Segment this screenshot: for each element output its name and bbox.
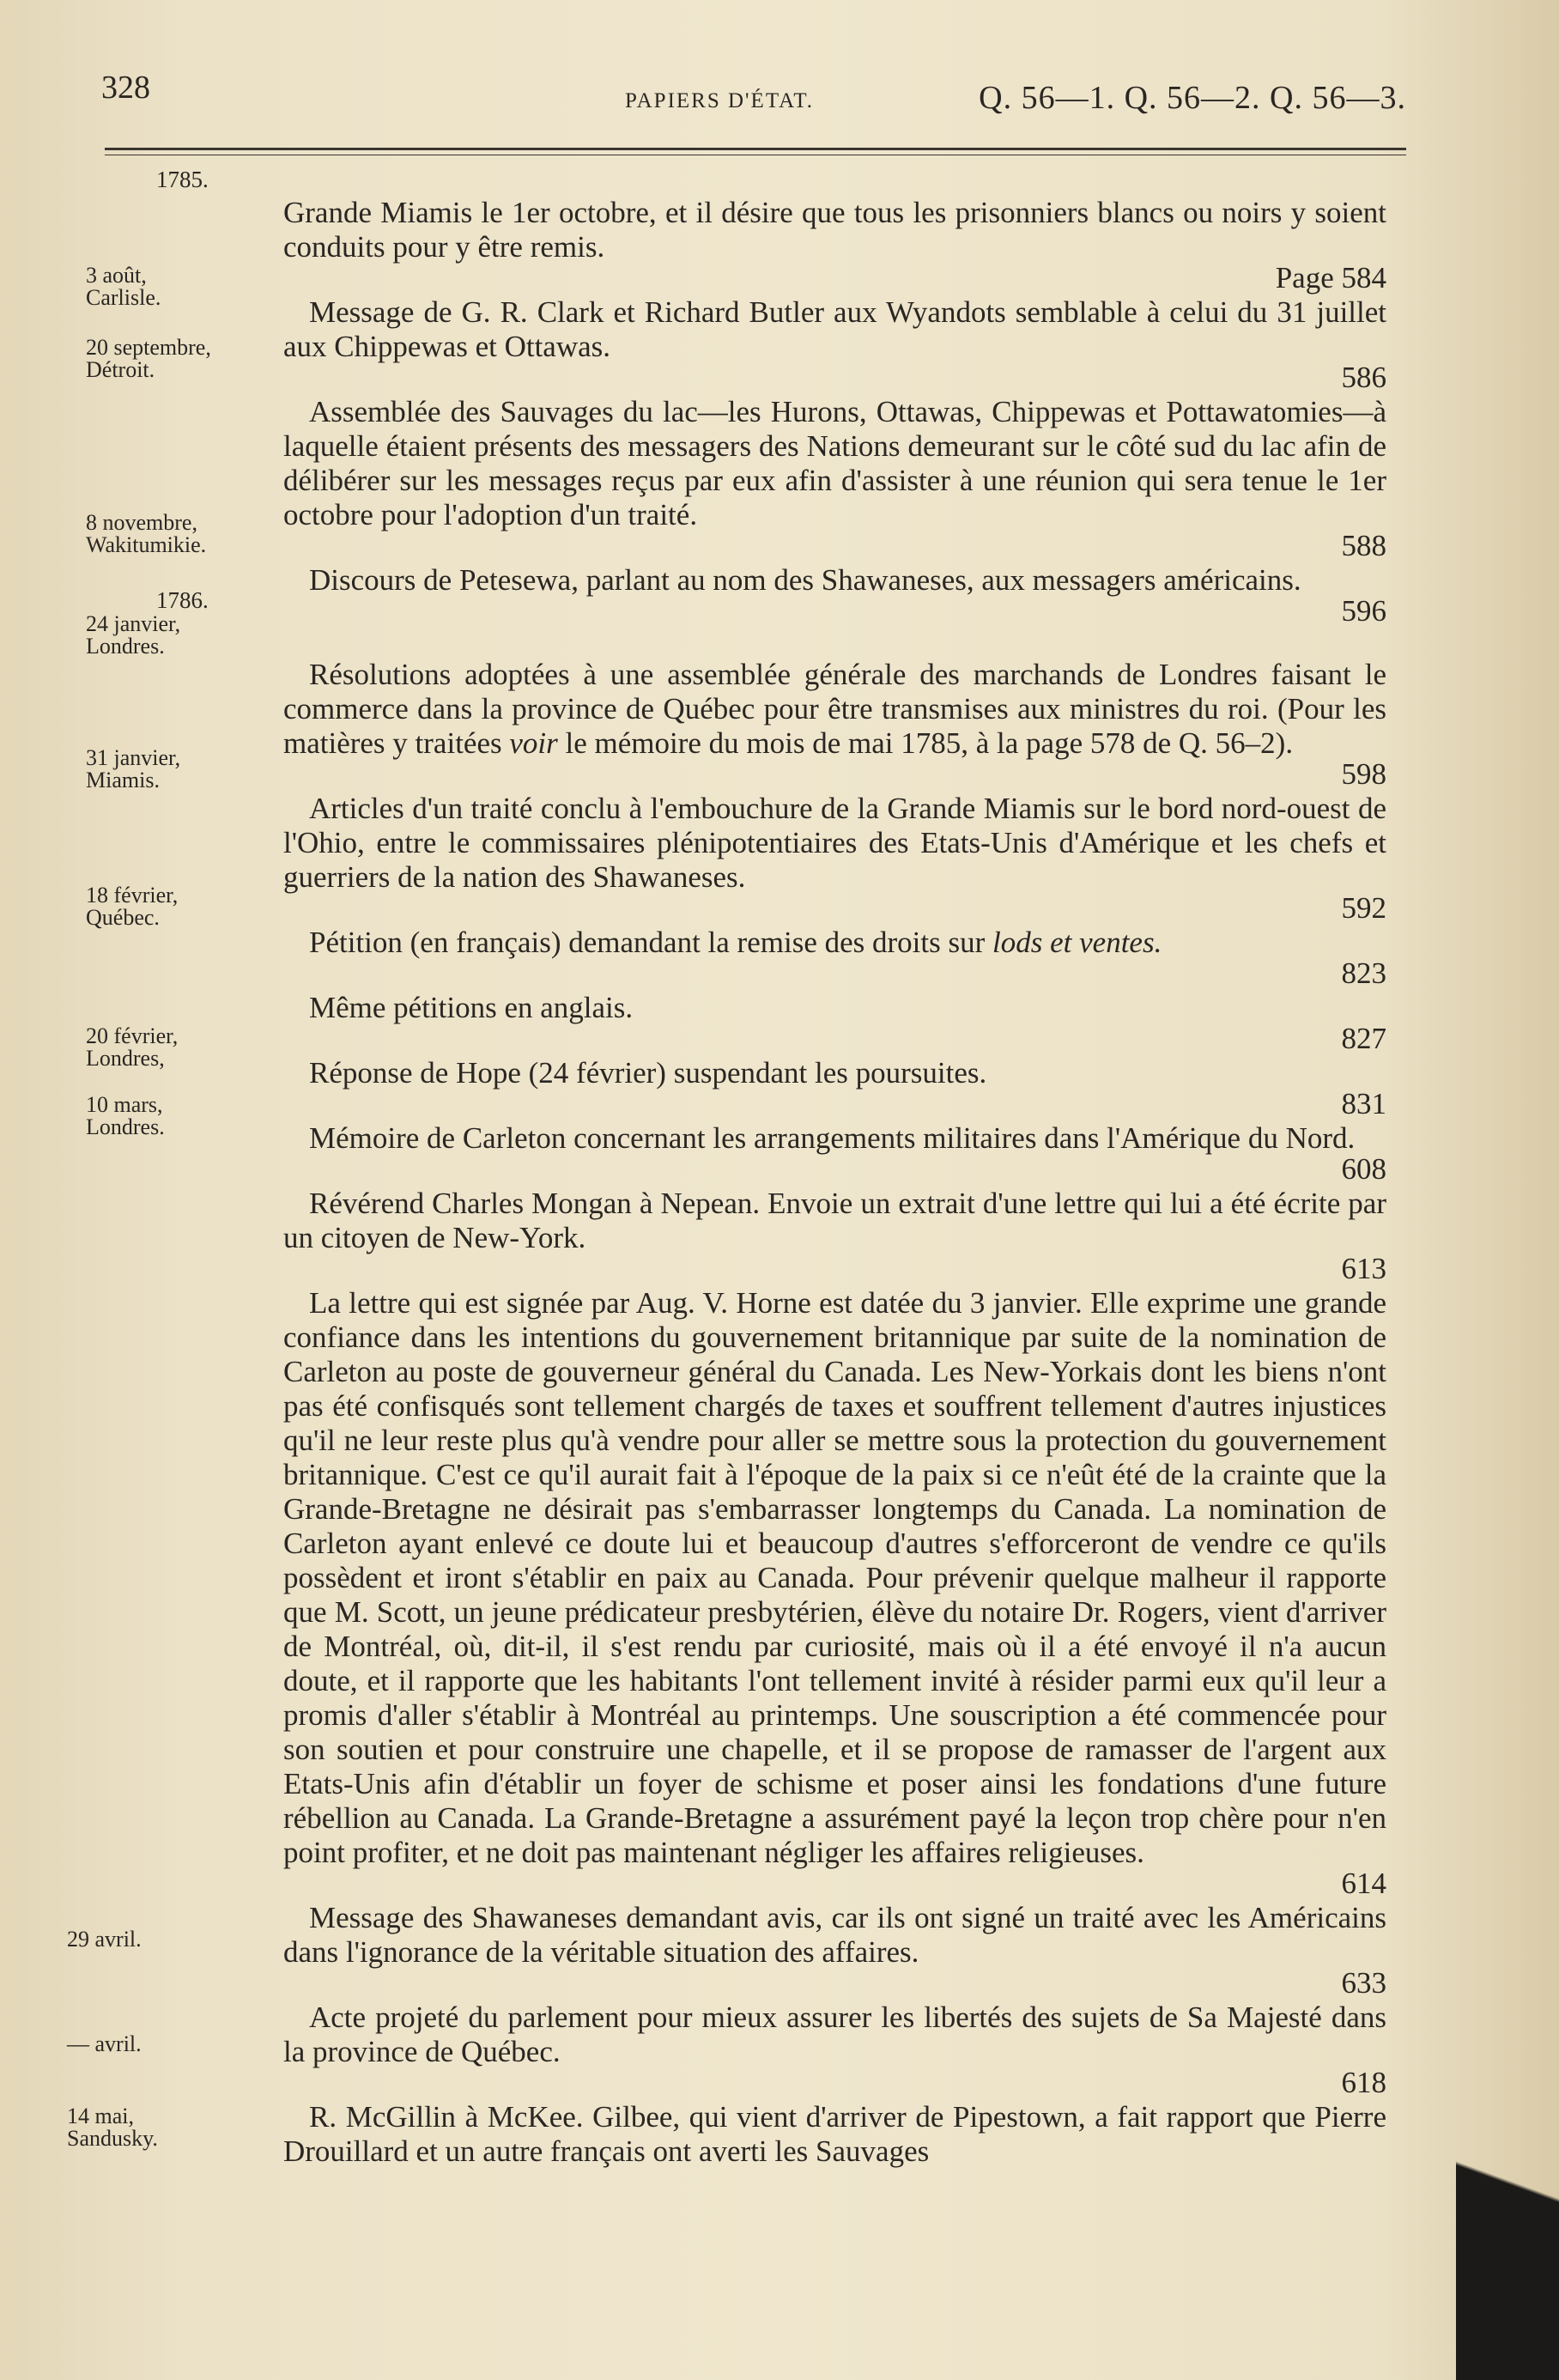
margin-date-miamis: 31 janvier, Miamis. <box>86 745 181 792</box>
entry-page: 618 <box>1341 2066 1386 2099</box>
entry-11 <box>283 1286 1386 1901</box>
entry-page: 598 <box>1341 757 1386 791</box>
running-title: PAPIERS D'ÉTAT. <box>625 89 815 112</box>
margin-date-sandusky: 14 mai, Sandusky. <box>67 2104 158 2151</box>
margin-date-avril: — avril. <box>67 2031 142 2056</box>
volume-references: Q. 56—1. Q. 56—2. Q. 56—3. <box>979 80 1406 116</box>
entry-italic: lods et ventes. <box>992 926 1162 959</box>
entry-page: Page 584 <box>1275 261 1386 294</box>
year-1785: 1785. <box>156 167 209 192</box>
entry-page: 613 <box>1341 1252 1386 1285</box>
entry-text: R. McGillin à McKee. Gilbee, qui vient d'arriver de Pipestown, a fait rapport que Pierre Drouillard et un autre français ont averti les Sauvages <box>283 2100 1386 2168</box>
entry-text: Réponse de Hope (24 février) suspendant les poursuites. <box>309 1056 987 1090</box>
entry-text: Acte projeté du parlement pour mieux assurer les libertés des sujets de Sa Majesté dans la province de Québec. <box>283 2001 1386 2068</box>
page-number: 328 <box>101 70 150 106</box>
margin-date-wakitumikie: 8 novembre, Wakitumikie. <box>86 510 207 557</box>
entry-3 <box>283 563 1386 628</box>
header-rule <box>105 148 1406 150</box>
entry-4 <box>283 658 1386 792</box>
entry-14 <box>283 2100 1386 2169</box>
entry-page: 614 <box>1341 1867 1386 1900</box>
entry-page: 823 <box>1341 956 1386 990</box>
entry-text: Même pétitions en anglais. <box>309 991 634 1024</box>
entry-8 <box>283 1056 1386 1121</box>
entry-page: 592 <box>1341 891 1386 925</box>
entry-0 <box>283 196 1386 295</box>
margin-date-detroit: 20 septembre, Détroit. <box>86 335 211 382</box>
entry-page: 827 <box>1341 1022 1386 1055</box>
entry-12 <box>283 1901 1386 2001</box>
entry-13 <box>283 2001 1386 2100</box>
entry-page: 586 <box>1341 361 1386 394</box>
entry-page: 831 <box>1341 1087 1386 1120</box>
entry-7 <box>283 991 1386 1056</box>
entry-italic: voir <box>509 726 558 760</box>
entry-6 <box>283 926 1386 991</box>
margin-date-29-avril: 29 avril. <box>67 1927 142 1952</box>
entry-text: Mémoire de Carleton concernant les arrangements militaires dans l'Amérique du Nord. <box>309 1121 1356 1155</box>
margin-date-londres-1: 24 janvier, Londres. <box>86 611 181 659</box>
entry-text: Révérend Charles Mongan à Nepean. Envoie un extrait d'une lettre qui lui a été écrite par un citoyen de New-York. <box>283 1187 1386 1254</box>
margin-date-londres-3: 10 mars, Londres. <box>86 1092 165 1139</box>
entry-text: Articles d'un traité conclu à l'embouchure de la Grande Miamis sur le bord nord-ouest de l'Ohio, entre le commissaires plénipotentiaires des Etats-Unis d'Amérique et les chefs et guerriers de la nation des Shawaneses. <box>283 792 1386 894</box>
entry-page: 608 <box>1341 1152 1386 1186</box>
year-1786: 1786. <box>156 587 209 613</box>
margin-date-quebec: 18 février, Québec. <box>86 883 179 930</box>
entry-1 <box>283 295 1386 395</box>
entry-text: Discours de Petesewa, parlant au nom des Shawaneses, aux messagers américains. <box>309 563 1301 597</box>
entry-list <box>283 196 1386 2169</box>
entry-2 <box>283 395 1386 563</box>
page-header <box>101 69 1406 120</box>
entry-page: 588 <box>1341 529 1386 562</box>
margin-date-carlisle: 3 août, Carlisle. <box>86 263 161 310</box>
entry-text: Grande Miamis le 1er octobre, et il désire que tous les prisonniers blancs ou noirs y soient conduits pour y être remis. <box>283 196 1386 264</box>
entry-9 <box>283 1121 1386 1187</box>
margin-date-londres-2: 20 février, Londres, <box>86 1023 179 1071</box>
entry-5 <box>283 792 1386 926</box>
entry-text: Message de G. R. Clark et Richard Butler aux Wyandots semblable à celui du 31 juillet aux Chippewas et Ottawas. <box>283 295 1386 363</box>
entry-text: Assemblée des Sauvages du lac—les Hurons, Ottawas, Chippewas et Pottawatomies—à laquelle étaient présents des messagers des Nations demeurant sur le côté sud du lac afin de délibérer sur les messages reçus par eux afin d'assister à une réunion qui sera tenue le 1er octobre pour l'adoption d'un traité. <box>283 395 1386 531</box>
entry-text: Message des Shawaneses demandant avis, car ils ont signé un traité avec les Américains dans l'ignorance de la véritable situation des affaires. <box>283 1901 1386 1969</box>
entry-page: 596 <box>1341 594 1386 628</box>
entry-10 <box>283 1187 1386 1286</box>
entry-text: Pétition (en français) demandant la remise des droits sur <box>309 926 993 959</box>
entry-text: La lettre qui est signée par Aug. V. Horne est datée du 3 janvier. Elle exprime une grande confiance dans les intentions du gouvernement britannique par suite de la nomination de Carleton au poste de gouverneur général du Canada. Les New-Yorkais dont les biens n'ont pas été confisqués sont tellement chargés de taxes et souffrent tellement d'autres injustices qu'il ne leur reste plus qu'à vendre pour aller se mettre sous la protection du gouvernement britannique. C'est ce qu'il aurait fait à l'époque de la paix si ce n'eût été de la crainte que la Grande-Bretagne ne désirait pas s'embarrasser longtemps du Canada. La nomination de Carleton ayant enlevé ce doute lui et beaucoup d'autres s'efforceront de vendre ce qu'ils possèdent et iront s'établir en paix au Canada. Pour prévenir quelque malheur il rapporte que M. Scott, un jeune prédicateur presbytérien, élève du notaire Dr. Rogers, vient d'arriver de Montréal, où, dit-il, il s'est rendu par curiosité, mais où il a été envoyé il n'a aucun doute, et il rapporte que les habitants l'ont tellement invité à résider parmi eux qu'il leur a promis d'aller s'établir à Montréal au printemps. Une souscription a été commencée pour son soutien et pour construire une chapelle, et il se propose de ramasser de l'argent aux Etats-Unis afin d'établir un foyer de schisme et poser ainsi les fondations d'une future rébellion au Canada. La Grande-Bretagne a assurément payé la leçon trop chère pour n'en point profiter, et ne doit pas maintenant négliger les affaires religieuses. <box>283 1286 1386 1869</box>
page-corner-shadow <box>1456 2019 1559 2380</box>
entry-page: 633 <box>1341 1966 1386 2000</box>
entry-text-cont: le mémoire du mois de mai 1785, à la page 578 de Q. 56–2). <box>557 726 1294 760</box>
entry-text: Résolutions adoptées à une assemblée générale des marchands de Londres faisant le commerce dans la province de Québec pour être transmises aux ministres du roi. (Pour les matières y traitées <box>283 658 1386 760</box>
